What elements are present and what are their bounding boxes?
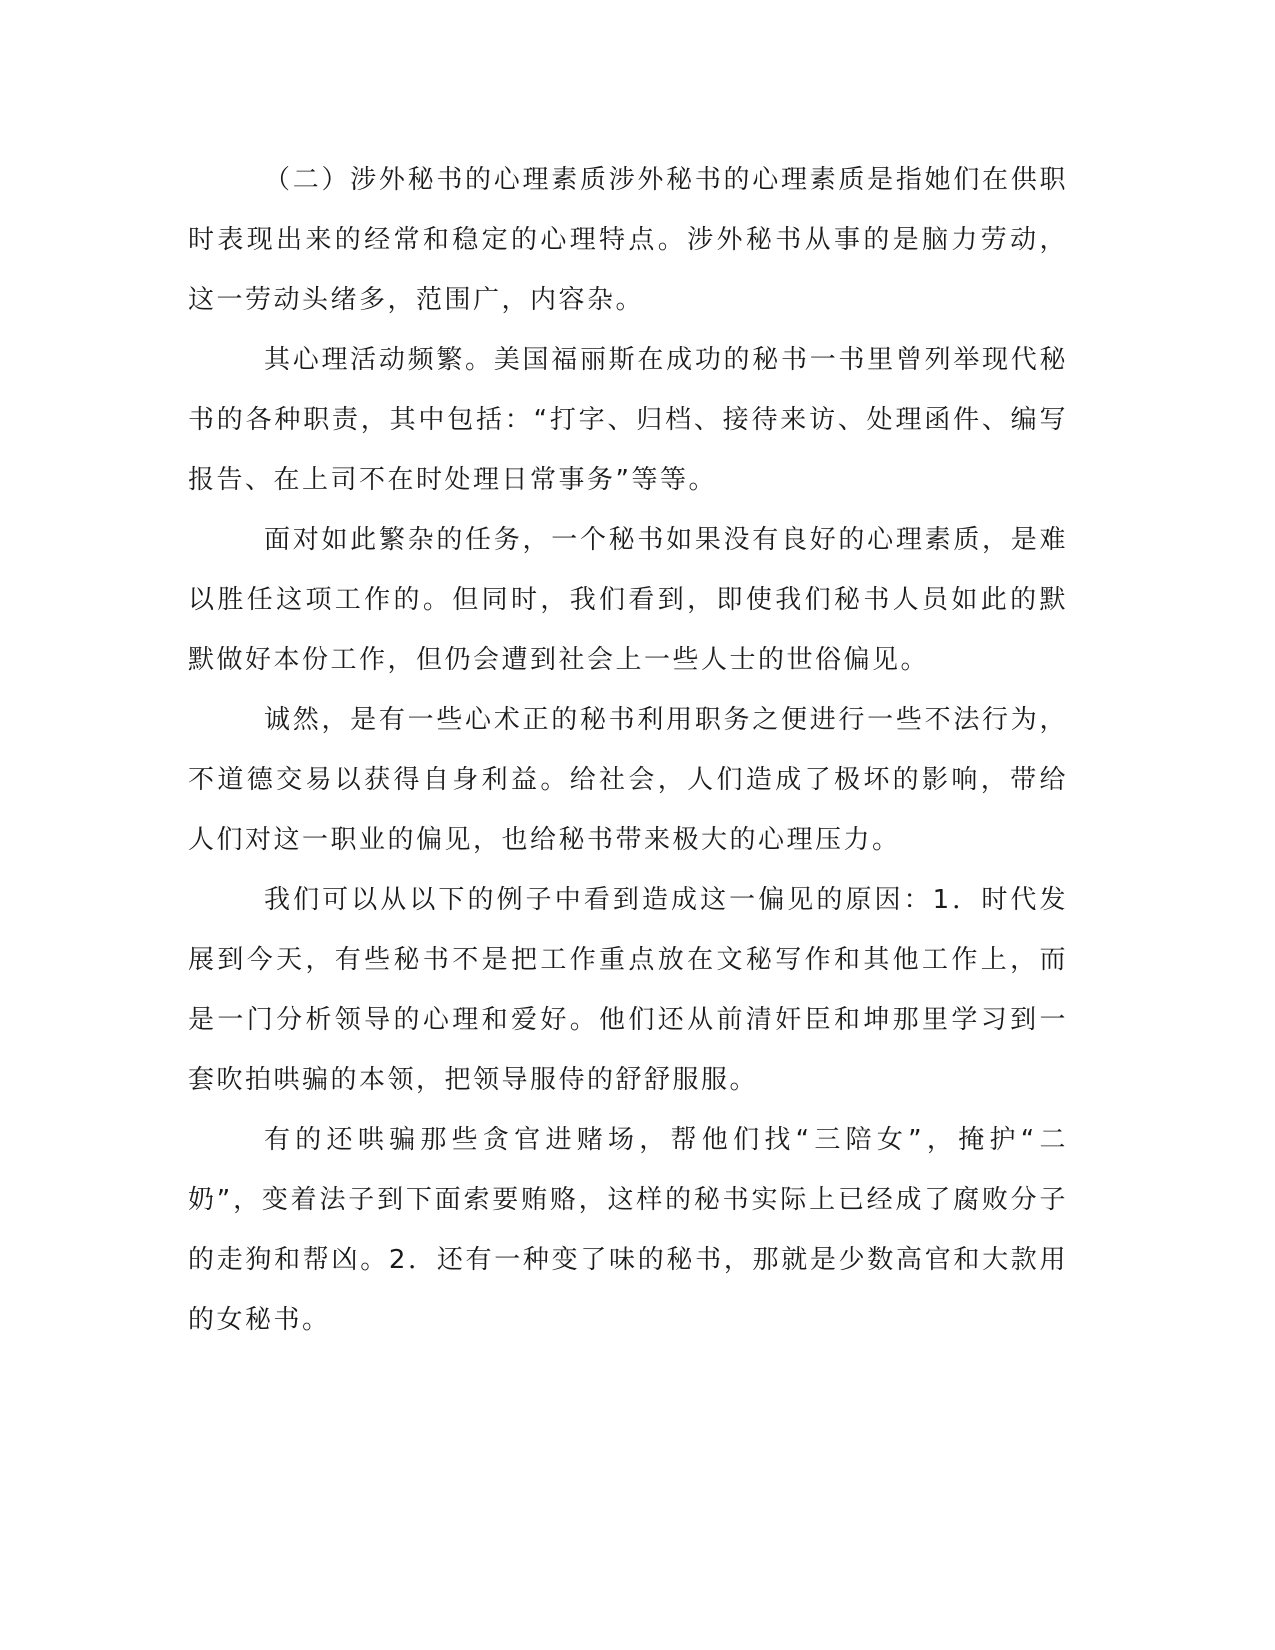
paragraph-4: 诚然，是有一些心术正的秘书利用职务之便进行一些不法行为，不道德交易以获得自身利益。给社会，人们造成了极坏的影响，带给人们对这一职业的偏见，也给秘书带来极大的心理压力。: [188, 705, 1068, 855]
paragraph-3: 面对如此繁杂的任务，一个秘书如果没有良好的心理素质，是难以胜任这项工作的。但同时，我们看到，即使我们秘书人员如此的默默做好本份工作，但仍会遭到社会上一些人士的世俗偏见。: [188, 525, 1068, 675]
paragraph-2: 其心理活动频繁。美国福丽斯在成功的秘书一书里曾列举现代秘书的各种职责，其中包括：“打字、归档、接待来访、处理函件、编写报告、在上司不在时处理日常事务”等等。: [188, 345, 1068, 495]
paragraph-1: （二）涉外秘书的心理素质涉外秘书的心理素质是指她们在供职时表现出来的经常和稳定的心理特点。涉外秘书从事的是脑力劳动，这一劳动头绪多，范围广，内容杂。: [188, 165, 1068, 315]
paragraph-6: 有的还哄骗那些贪官进赌场，帮他们找“三陪女”，掩护“二奶”，变着法子到下面索要贿赂，这样的秘书实际上已经成了腐败分子的走狗和帮凶。2．还有一种变了味的秘书，那就是少数高官和大款用的女秘书。: [188, 1125, 1068, 1335]
paragraph-5: 我们可以从以下的例子中看到造成这一偏见的原因：1．时代发展到今天，有些秘书不是把工作重点放在文秘写作和其他工作上，而是一门分析领导的心理和爱好。他们还从前清奸臣和坤那里学习到一套吹拍哄骗的本领，把领导服侍的舒舒服服。: [188, 885, 1068, 1095]
document-body: [188, 150, 1068, 1350]
